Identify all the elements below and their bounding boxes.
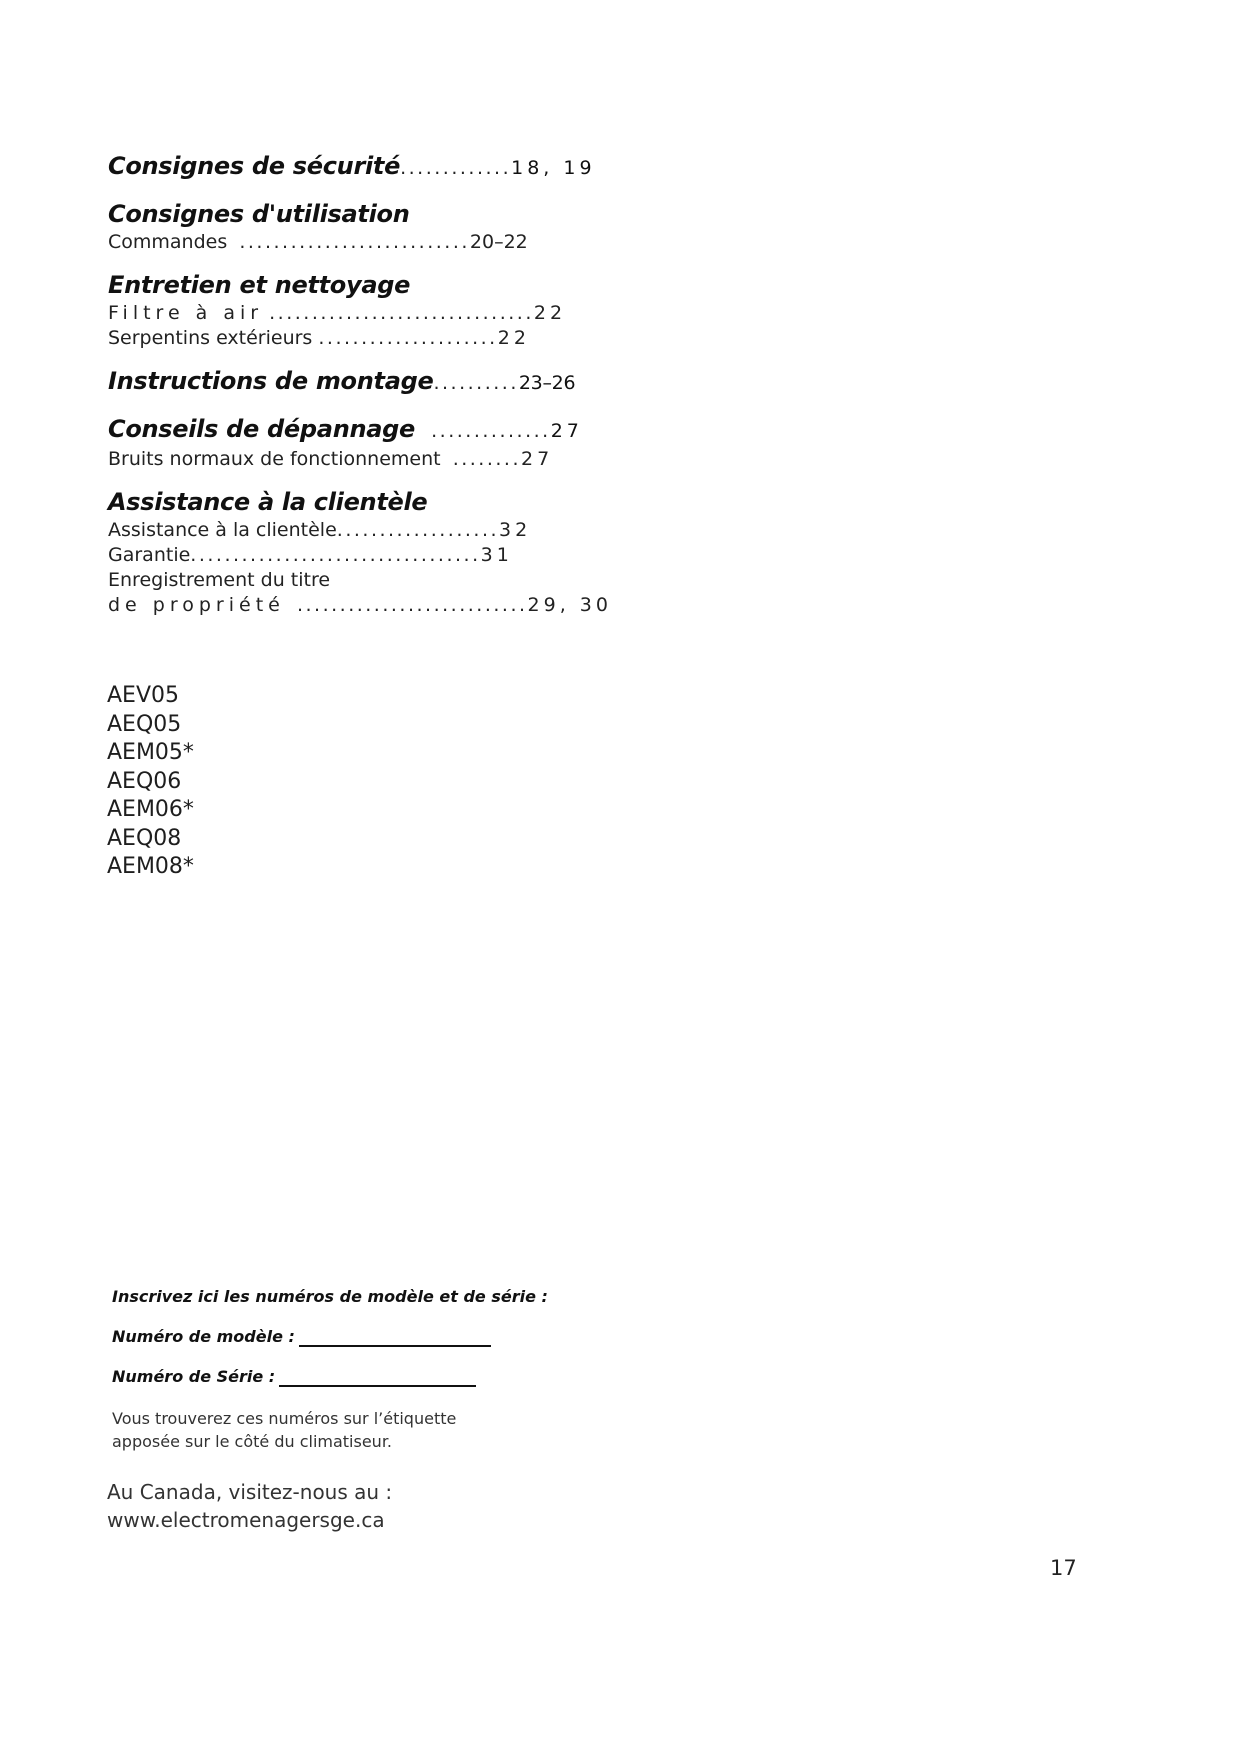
toc-item [108, 230, 668, 255]
toc-section-installation [108, 365, 668, 399]
model-number: AEQ05 [107, 711, 182, 737]
toc-page: 18, 19 [511, 157, 596, 179]
canada-info [107, 1478, 392, 1534]
toc-page: 20–22 [469, 231, 528, 253]
toc-section-care [108, 269, 668, 351]
record-numbers-box [112, 1287, 552, 1453]
toc-heading: Instructions de montage [108, 367, 434, 395]
toc-page: 22 [497, 327, 530, 349]
toc-dots: ............................... [269, 302, 534, 324]
model-number: AEM08* [107, 854, 194, 879]
toc-item-label-line2: de propriété [108, 594, 285, 616]
toc-item-label: Filtre à air [108, 302, 264, 324]
toc-heading: Conseils de dépannage [108, 415, 416, 443]
toc-section-operating [108, 198, 668, 255]
toc-page: 22 [533, 302, 567, 324]
toc-heading-row [108, 365, 668, 399]
serial-number-label: Numéro de Série : [112, 1367, 276, 1386]
toc-section-assistance [108, 486, 668, 618]
model-number-blank[interactable] [299, 1329, 491, 1347]
model-number-label: Numéro de modèle : [112, 1327, 295, 1346]
toc-item [108, 543, 668, 568]
toc-dots: ........ [452, 448, 522, 470]
toc-item-label-line1: Enregistrement du titre [108, 569, 331, 591]
toc-page: 27 [550, 420, 583, 442]
model-number: AEM06* [107, 797, 194, 822]
table-of-contents [108, 150, 668, 632]
toc-heading: Consignes d'utilisation [108, 200, 410, 228]
toc-dots: ........................... [296, 594, 528, 616]
canada-text: Au Canada, visitez-nous au : [107, 1480, 393, 1504]
toc-dots: .............. [431, 420, 551, 442]
toc-page: 31 [480, 544, 513, 566]
toc-item [108, 593, 668, 618]
toc-section-troubleshooting [108, 413, 668, 472]
toc-dots: ........................... [239, 231, 470, 253]
record-title: Inscrivez ici les numéros de modèle et de série : [112, 1287, 548, 1306]
toc-heading-row [108, 150, 668, 184]
toc-item-label: Serpentins extérieurs [108, 327, 313, 349]
serial-number-blank[interactable] [279, 1369, 476, 1387]
record-note-line: apposée sur le côté du climatiseur. [112, 1432, 393, 1451]
toc-item [108, 518, 668, 543]
toc-page: 32 [499, 519, 532, 541]
record-note-line: Vous trouverez ces numéros sur l’étiquette [112, 1409, 457, 1428]
toc-item [108, 301, 668, 326]
toc-dots: .......... [433, 372, 519, 394]
toc-dots: ............. [400, 157, 512, 179]
page-number: 17 [1050, 1556, 1077, 1580]
toc-item-label: Assistance à la clientèle [108, 519, 337, 541]
record-note [112, 1407, 552, 1453]
toc-item [108, 326, 668, 351]
toc-page: 23–26 [518, 372, 576, 394]
model-number-line [112, 1327, 552, 1347]
model-list [107, 682, 194, 882]
model-number: AEV05 [107, 683, 179, 708]
toc-dots: ................... [336, 519, 500, 541]
toc-item-label: Garantie [108, 544, 191, 566]
toc-heading: Assistance à la clientèle [108, 488, 428, 516]
toc-heading: Entretien et nettoyage [108, 271, 411, 299]
toc-item-label: Commandes [108, 231, 228, 253]
model-number: AEQ06 [107, 768, 182, 794]
toc-section-safety [108, 150, 668, 184]
toc-item [108, 447, 668, 472]
toc-dots: ..................... [318, 327, 498, 349]
toc-heading: Consignes de sécurité [108, 152, 401, 180]
toc-page: 27 [521, 448, 554, 470]
website-link[interactable]: www.electromenagersge.ca [107, 1508, 385, 1532]
toc-dots: .................................. [190, 544, 481, 566]
toc-item-label: Bruits normaux de fonctionnement [108, 448, 441, 470]
toc-heading-row [108, 413, 668, 447]
model-number: AEQ08 [107, 825, 182, 851]
serial-number-line [112, 1367, 552, 1387]
toc-page: 29, 30 [527, 594, 612, 616]
model-number: AEM05* [107, 740, 194, 765]
